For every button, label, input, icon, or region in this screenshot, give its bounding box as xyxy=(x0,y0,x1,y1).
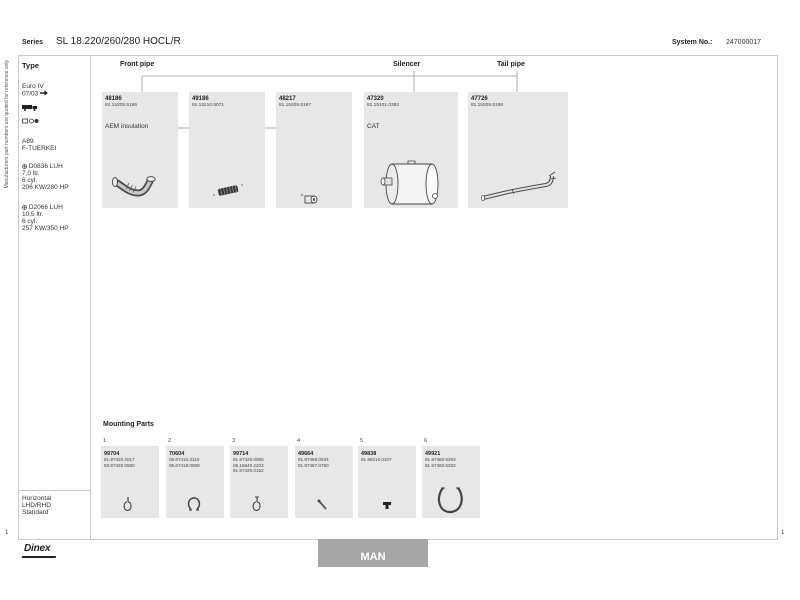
engine-icon xyxy=(22,164,27,169)
mounting-orientation: Horizontal xyxy=(22,495,52,502)
oem-numbers xyxy=(425,457,456,468)
mounting-part-card xyxy=(295,446,353,518)
oem-numbers xyxy=(298,457,329,468)
oem-number: 06.67410.3110 xyxy=(169,457,200,462)
oem-number: 81.15210.5071 xyxy=(192,102,225,108)
part-card xyxy=(189,92,265,208)
engine-power: 257 KW/350 HP xyxy=(22,225,69,232)
oem-number: 81.15205.5186 xyxy=(105,102,138,108)
mounting-part-card xyxy=(230,446,288,518)
sidebar-footer-divider xyxy=(18,490,90,491)
engine-cylinders: 6 cyl. xyxy=(22,177,38,184)
part-note: CAT xyxy=(367,123,380,130)
oem-number: 81.15205.5198 xyxy=(471,102,504,108)
axle-config-icon xyxy=(22,118,40,124)
oem-number: 06.15640.2203 xyxy=(233,462,264,468)
system-number: 247000017 xyxy=(726,39,762,46)
part-number: 49921 xyxy=(425,451,441,457)
engine-1-code-row xyxy=(22,163,63,170)
silencer-icon xyxy=(364,92,458,208)
oem-number: 81.97420.0065 xyxy=(233,457,264,462)
part-number: 48186 xyxy=(105,96,122,102)
part-number: 49838 xyxy=(361,451,377,457)
oem-numbers xyxy=(233,457,264,474)
series-label: Series xyxy=(22,39,44,46)
engine-2-code-row xyxy=(22,204,63,211)
part-number: 49664 xyxy=(298,451,314,457)
oem-number: 81.15205.5197 xyxy=(279,102,312,108)
truck-icon xyxy=(22,104,38,111)
mounting-parts-heading: Mounting Parts xyxy=(103,421,154,428)
market: F-TUERKEI xyxy=(22,145,57,152)
oem-number: 83.97420.0500 xyxy=(104,462,135,468)
engine-cylinders: 6 cyl. xyxy=(22,218,38,225)
brand-logo: Dinex xyxy=(24,543,51,554)
flex-pipe-icon xyxy=(189,92,265,208)
engine-code: D2066 LUH xyxy=(28,204,63,211)
engine-code: D0836 LUH xyxy=(28,163,63,170)
sidebar-divider xyxy=(90,55,91,540)
oem-number: 06.67419.0009 xyxy=(169,462,200,468)
mounting-position: 5 xyxy=(360,438,364,444)
oem-numbers xyxy=(104,457,135,468)
system-number-label: System No.: xyxy=(672,39,713,46)
mounting-part-card xyxy=(422,446,480,518)
engine-power: 206 KW/280 HP xyxy=(22,184,69,191)
part-number: 47320 xyxy=(367,96,384,102)
part-card xyxy=(364,92,458,208)
mounting-position: 4 xyxy=(297,438,301,444)
part-number: 47726 xyxy=(471,96,488,102)
part-card xyxy=(276,92,352,208)
model-code: A89 xyxy=(22,138,34,145)
mounting-position: 2 xyxy=(168,438,172,444)
series-title: SL 18.220/260/280 HOCL/R xyxy=(56,36,181,47)
type-heading: Type xyxy=(22,61,39,70)
engine-icon xyxy=(22,205,27,210)
part-number: 49186 xyxy=(192,96,209,102)
oem-number: 81.97460.5332 xyxy=(425,462,456,468)
oem-number: 81.97420.2017 xyxy=(104,457,135,462)
part-card xyxy=(468,92,568,208)
tail-pipe-heading: Tail pipe xyxy=(497,61,525,68)
tail-pipe-icon xyxy=(468,92,568,208)
engine-displacement: 7,0 ltr. xyxy=(22,170,40,177)
production-date-row xyxy=(22,90,48,98)
part-number: 99704 xyxy=(104,451,120,457)
oem-numbers xyxy=(361,457,392,463)
mounting-variant: Standard xyxy=(22,509,49,516)
oem-number: 81.97420.0152 xyxy=(233,468,264,474)
mounting-drive-side: LHD/RHD xyxy=(22,502,51,509)
part-note: AEM insulation xyxy=(105,123,149,130)
oem-numbers xyxy=(169,457,200,468)
oem-number: 81.97486.0534 xyxy=(298,457,329,462)
silencer-heading: Silencer xyxy=(393,61,421,68)
reference-note: Manufacturers part numbers are quoted for reference only xyxy=(4,60,10,189)
part-number: 99714 xyxy=(233,451,249,457)
part-number: 48217 xyxy=(279,96,296,102)
page-number-right: 1 xyxy=(781,530,785,536)
front-pipe-heading: Front pipe xyxy=(120,61,155,68)
production-date: 07/03 xyxy=(22,90,39,98)
brand-logo-swoosh xyxy=(22,556,57,558)
mounting-position: 3 xyxy=(232,438,236,444)
page-number-left: 1 xyxy=(5,530,9,536)
make-tab xyxy=(318,539,428,567)
mounting-part-card xyxy=(166,446,224,518)
pipe-connector-icon xyxy=(276,92,352,208)
emission-standard: Euro IV xyxy=(22,83,44,90)
oem-number: 81.15101.0382 xyxy=(367,102,400,108)
oem-number: 81.97460.5293 xyxy=(425,457,456,462)
front-pipe-icon xyxy=(102,92,178,208)
engine-displacement: 10,5 ltr. xyxy=(22,211,44,218)
mounting-part-card xyxy=(101,446,159,518)
arrow-right-icon xyxy=(40,90,48,96)
make-label: MAN xyxy=(360,551,386,563)
oem-number: 81.97487.0780 xyxy=(298,462,329,468)
oem-number: 81.96210.0107 xyxy=(361,457,392,462)
part-number: 70604 xyxy=(169,451,185,457)
mounting-position: 1 xyxy=(103,438,107,444)
mounting-position: 6 xyxy=(424,438,428,444)
mounting-part-card xyxy=(358,446,416,518)
part-card xyxy=(102,92,178,208)
